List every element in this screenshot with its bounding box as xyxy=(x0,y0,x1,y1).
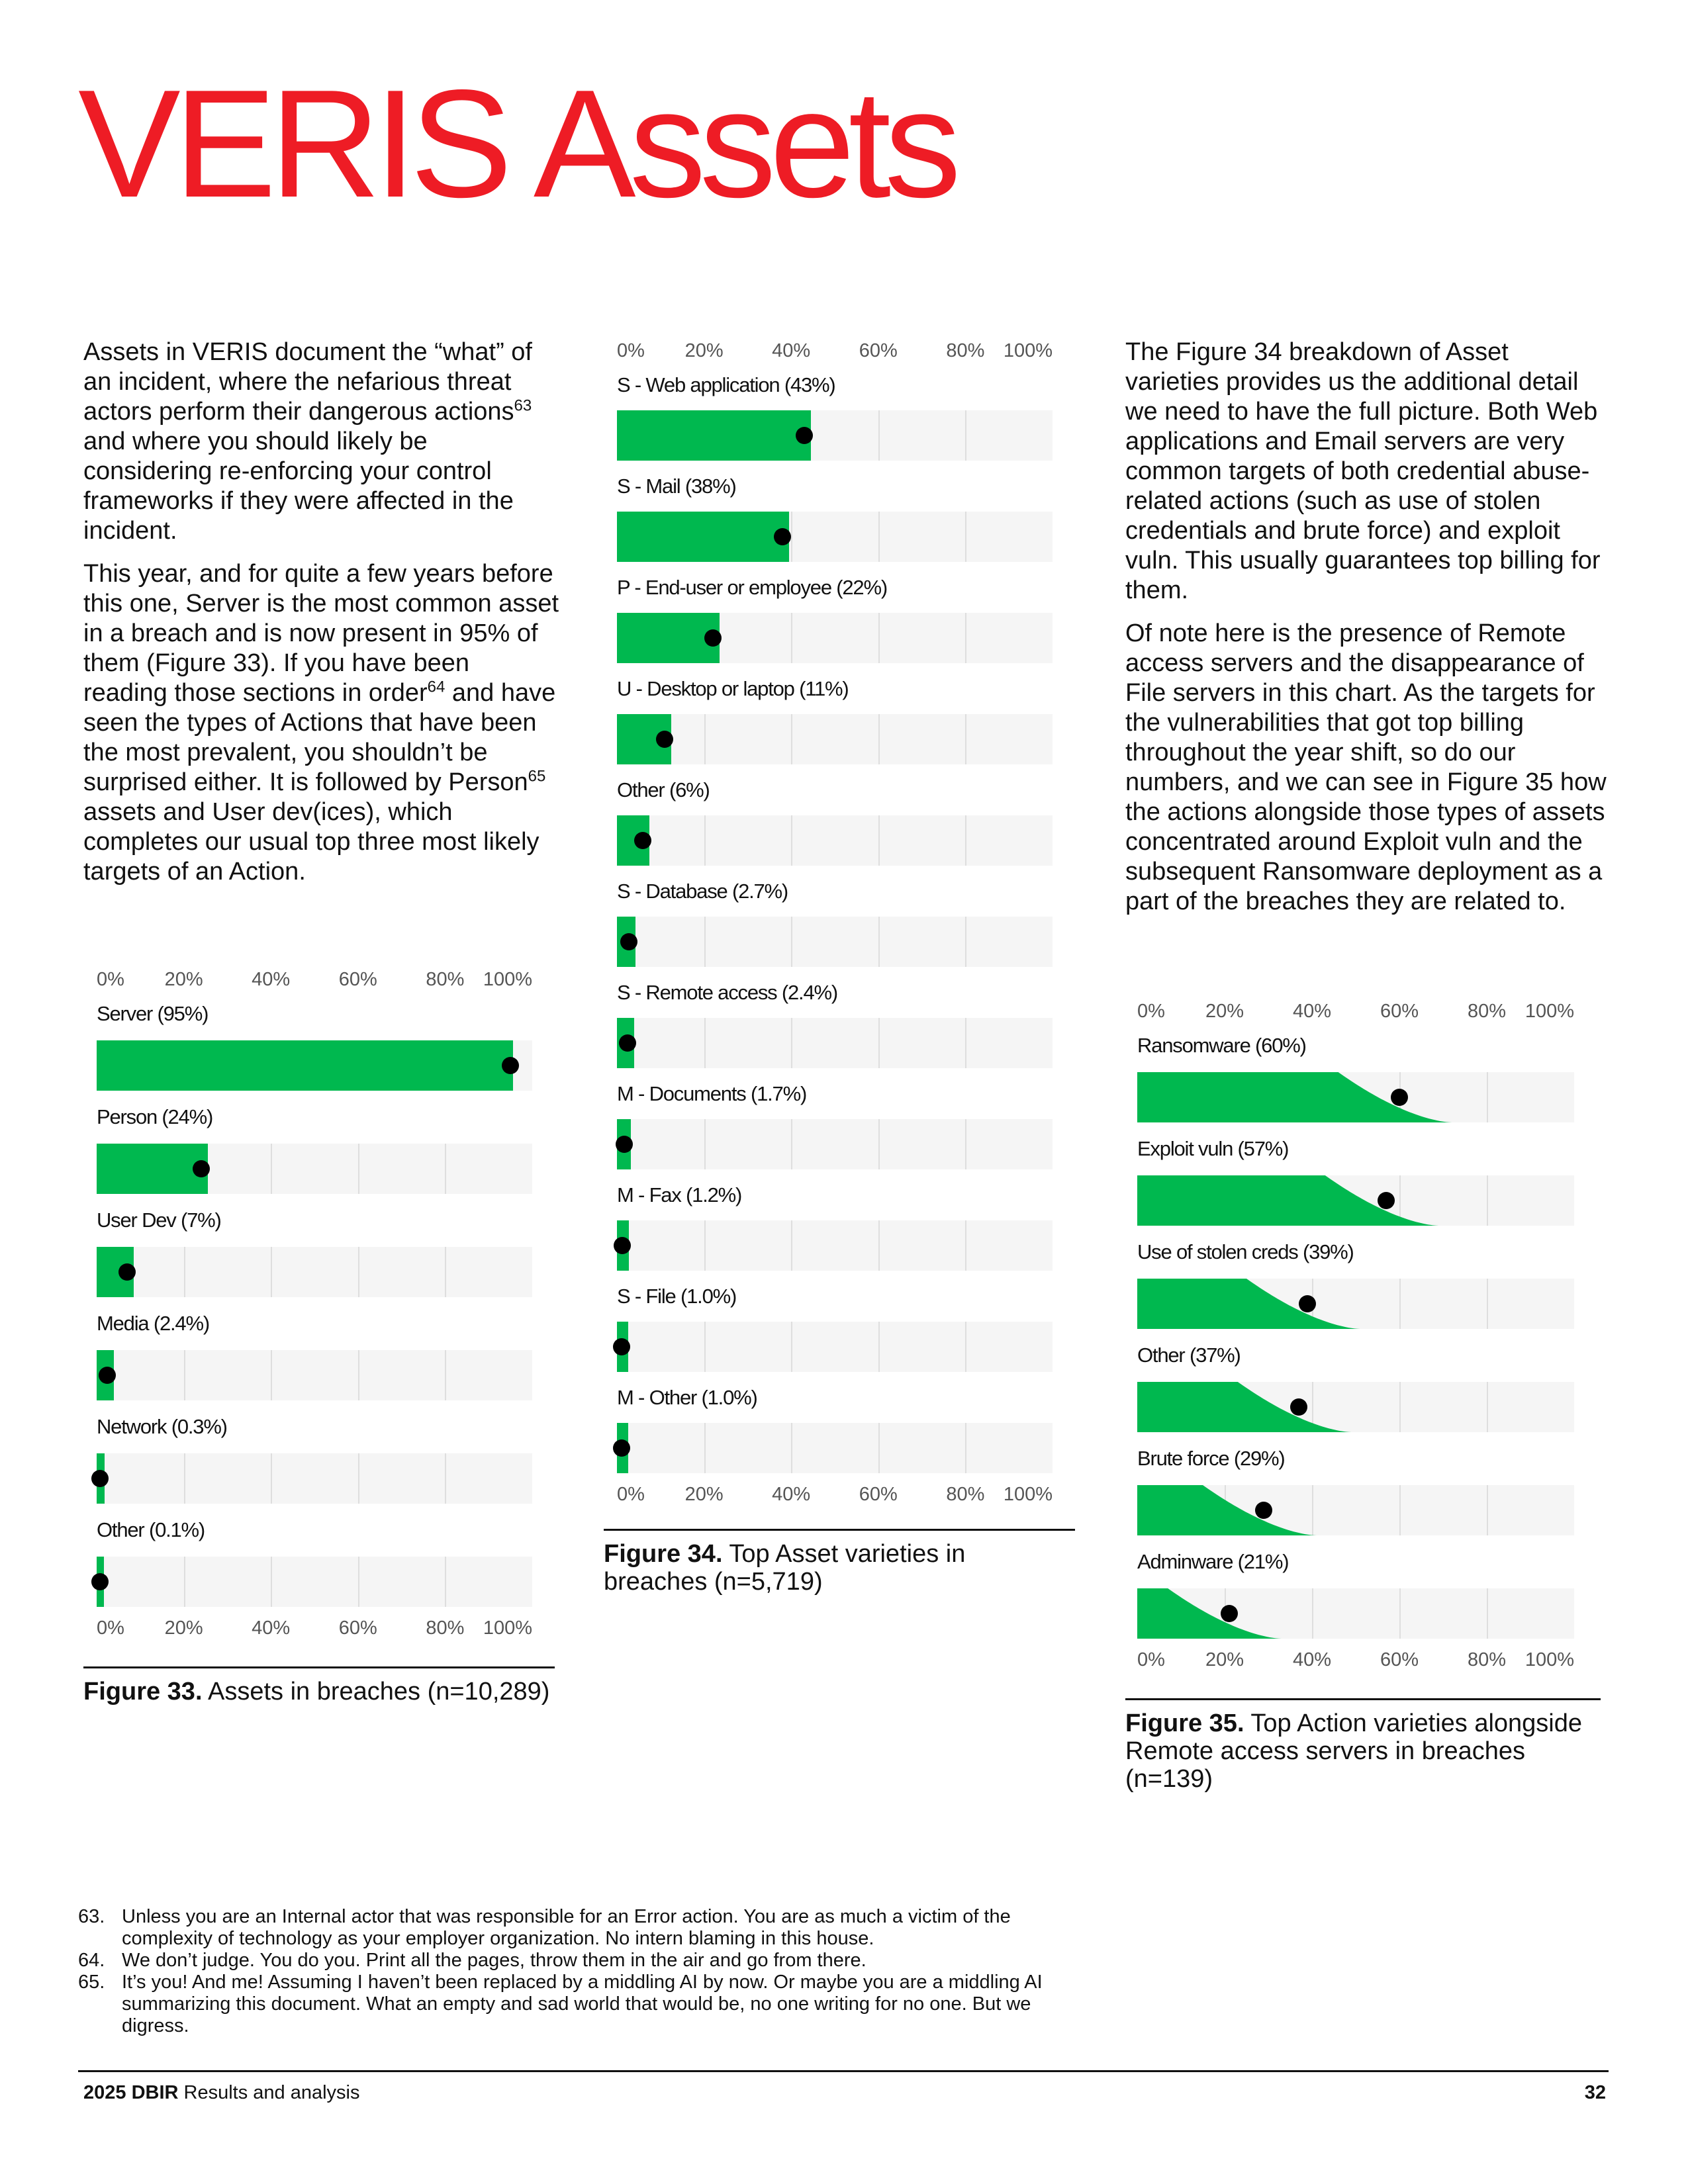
fig35-point-marker xyxy=(1378,1192,1395,1209)
fig34-gridline xyxy=(791,1018,792,1068)
fig33-tick-label: 0% xyxy=(97,969,124,990)
fig34-gridline xyxy=(878,917,880,967)
fig34-gridline xyxy=(704,917,706,967)
fig34-gridline xyxy=(704,815,706,866)
fig35-bar-label: Brute force (29%) xyxy=(1137,1447,1285,1470)
fig34-tick-label: 100% xyxy=(1003,340,1053,361)
fig35-bar-label: Exploit vuln (57%) xyxy=(1137,1137,1289,1160)
fig34-bar-fill xyxy=(617,512,789,562)
fig34-gridline xyxy=(704,1018,706,1068)
fig34-gridline xyxy=(704,714,706,764)
fig33-gridline xyxy=(358,1453,359,1504)
footer-divider xyxy=(78,2070,1609,2072)
fig34-tick-label: 40% xyxy=(772,1484,811,1505)
fig33-tick-label: 0% xyxy=(97,1617,124,1639)
fig35-bar-label: Ransomware (60%) xyxy=(1137,1034,1306,1057)
fig34-bar-label: S - Remote access (2.4%) xyxy=(617,981,837,1004)
fig33-tick-label: 60% xyxy=(338,1617,377,1639)
fig34-gridline xyxy=(965,410,966,461)
fig34-gridline xyxy=(965,917,966,967)
fig34-gridline xyxy=(965,815,966,866)
fig34-point-marker xyxy=(613,1338,630,1355)
fig34-bar-label: P - End-user or employee (22%) xyxy=(617,576,887,599)
fig35-tick-label: 80% xyxy=(1467,1001,1507,1022)
fig34-gridline xyxy=(878,1423,880,1473)
fig34-gridline xyxy=(878,512,880,562)
fig34-tick-label: 0% xyxy=(617,1484,645,1505)
fig33-bar-label: Network (0.3%) xyxy=(97,1415,227,1438)
fig33-gridline xyxy=(271,1247,272,1297)
fig33-bar-label: Person (24%) xyxy=(97,1105,213,1128)
fig35-bar-fill xyxy=(1137,1382,1574,1432)
fig33-gridline xyxy=(184,1247,185,1297)
footer-section: Results and analysis xyxy=(183,2082,360,2103)
footnote-ref-63[interactable]: 63 xyxy=(514,396,532,415)
fig34-bar-track xyxy=(617,512,1053,562)
footnote-ref-64[interactable]: 64 xyxy=(427,678,445,696)
fig35-tick-label: 60% xyxy=(1380,1649,1419,1670)
fig34-point-marker xyxy=(634,832,651,849)
fig34-gridline xyxy=(878,1119,880,1169)
fig33-bar-track xyxy=(97,1453,532,1504)
fig34-gridline xyxy=(878,410,880,461)
fig34-bar-fill xyxy=(617,410,811,461)
fig34-gridline xyxy=(965,1423,966,1473)
fig33-gridline xyxy=(445,1247,446,1297)
fig35-bar-fill xyxy=(1137,1485,1574,1535)
fig33-axis-bottom xyxy=(97,1617,534,1640)
fig34-point-marker xyxy=(774,528,791,545)
fig34-tick-label: 80% xyxy=(946,340,985,361)
fig33-point-marker xyxy=(91,1573,109,1590)
footnote-64: 64. We don’t judge. You do you. Print all the pages, throw them in the air and go from there. xyxy=(78,1950,867,1971)
fig34-bar-track xyxy=(617,714,1053,764)
fig35-axis-top xyxy=(1137,1001,1574,1023)
fig34-gridline xyxy=(704,1322,706,1372)
fig33-bar-track xyxy=(97,1040,532,1091)
figure-35-caption xyxy=(1125,1698,1601,1793)
fig34-gridline xyxy=(791,917,792,967)
fig34-gridline xyxy=(965,1322,966,1372)
fig34-point-marker xyxy=(704,629,722,647)
fig34-bar-label: Other (6%) xyxy=(617,778,710,801)
fig34-point-marker xyxy=(796,427,813,444)
figure-33-caption xyxy=(83,1666,555,1706)
fig34-gridline xyxy=(704,1423,706,1473)
fig35-point-marker xyxy=(1391,1089,1408,1106)
fig34-point-marker xyxy=(620,933,637,950)
fig35-bar-fill xyxy=(1137,1279,1574,1329)
figure-34-caption-text: Top Asset varieties in breaches (n=5,719) xyxy=(604,1540,966,1596)
fig35-tick-label: 100% xyxy=(1524,1649,1574,1670)
fig33-point-marker xyxy=(193,1160,210,1177)
footnote-ref-65[interactable]: 65 xyxy=(528,767,546,786)
fig34-point-marker xyxy=(614,1237,631,1254)
fig34-tick-label: 0% xyxy=(617,340,645,361)
fig34-bar-track xyxy=(617,917,1053,967)
fig34-bar-track xyxy=(617,410,1053,461)
fig33-axis-top xyxy=(97,969,534,991)
fig34-bar-label: S - Web application (43%) xyxy=(617,373,835,396)
fig34-bar-track xyxy=(617,1018,1053,1068)
footnote-63: 63. Unless you are an Internal actor that was responsible for an Error action. You are as much a victim of the complexity of technology as your employer organization. No intern blaming in this house. xyxy=(78,1906,1011,1949)
fig35-bar-label: Use of stolen creds (39%) xyxy=(1137,1240,1354,1263)
fig34-gridline xyxy=(965,613,966,663)
fig34-bar-track xyxy=(617,1423,1053,1473)
fig35-bar-fill xyxy=(1137,1072,1574,1122)
fig35-tick-label: 80% xyxy=(1467,1649,1507,1670)
figure-33-number: Figure 33. xyxy=(83,1678,203,1706)
fig35-bar-track xyxy=(1137,1382,1574,1432)
fig34-gridline xyxy=(878,1018,880,1068)
fig33-gridline xyxy=(271,1557,272,1607)
fig35-point-marker xyxy=(1221,1605,1238,1622)
fig33-bar-track xyxy=(97,1247,532,1297)
fig33-tick-label: 20% xyxy=(164,1617,203,1639)
fig34-gridline xyxy=(965,1220,966,1271)
page-number: 32 xyxy=(1584,2082,1606,2103)
fig34-gridline xyxy=(965,1119,966,1169)
figure-35-number: Figure 35. xyxy=(1125,1709,1244,1737)
fig33-bar-track xyxy=(97,1557,532,1607)
fig34-gridline xyxy=(878,1322,880,1372)
fig33-gridline xyxy=(445,1557,446,1607)
footer-left xyxy=(83,2082,360,2104)
fig33-bar-label: User Dev (7%) xyxy=(97,1208,221,1232)
fig35-tick-label: 60% xyxy=(1380,1001,1419,1022)
fig35-point-marker xyxy=(1290,1398,1307,1416)
right-paragraph-1: The Figure 34 breakdown of Asset varieties provides us the additional detail we need to have the full picture. Both Web applications and Email servers are very common targets of both credential abuse-related actions (such as use of stolen credentials and brute force) and exploit vuln. This usually guarantees top billing for them. xyxy=(1125,338,1601,604)
left-prose xyxy=(83,338,560,900)
fig34-tick-label: 20% xyxy=(684,1484,724,1505)
fig35-bar-fill xyxy=(1137,1175,1574,1226)
footnote-65: 65. It’s you! And me! Assuming I haven’t been replaced by a middling AI by now. Or maybe you are a middling AI summarizing this document. What an empty and sad world that would be, no one writing for no one. But we digress. xyxy=(78,1972,1043,2036)
fig34-bar-track xyxy=(617,1119,1053,1169)
fig34-gridline xyxy=(791,714,792,764)
fig35-tick-label: 100% xyxy=(1524,1001,1574,1022)
fig33-gridline xyxy=(358,1247,359,1297)
fig34-gridline xyxy=(878,815,880,866)
fig35-bar-shape xyxy=(1137,1382,1351,1432)
figure-33-caption-text: Assets in breaches (n=10,289) xyxy=(207,1678,550,1706)
fig34-tick-label: 60% xyxy=(859,1484,898,1505)
right-paragraph-2: Of note here is the presence of Remote access servers and the disappearance of File servers in this chart. As the targets for the vulnerabilities that got top billing throughout the year shift, so do our numbers, and we can see in Figure 35 how the actions alongside those types of assets concentrated around Exploit vuln and the subsequent Ransomware deployment as a part of the breaches they are related to. xyxy=(1125,619,1607,915)
fig35-tick-label: 20% xyxy=(1205,1649,1244,1670)
fig35-bar-shape xyxy=(1137,1279,1360,1329)
fig33-gridline xyxy=(271,1453,272,1504)
fig34-bar-track xyxy=(617,1220,1053,1271)
figure-35-chart xyxy=(1137,1001,1574,1670)
fig34-gridline xyxy=(704,1119,706,1169)
fig34-bar-label: S - Mail (38%) xyxy=(617,475,736,498)
fig35-bar-shape xyxy=(1137,1485,1317,1535)
fig35-tick-label: 0% xyxy=(1137,1649,1165,1670)
fig33-bar-label: Server (95%) xyxy=(97,1002,209,1025)
fig34-bar-label: S - Database (2.7%) xyxy=(617,880,788,903)
fig35-point-marker xyxy=(1299,1295,1316,1312)
fig33-bar-fill xyxy=(97,1144,208,1194)
fig34-point-marker xyxy=(619,1034,636,1052)
fig35-bar-fill xyxy=(1137,1588,1574,1639)
fig33-point-marker xyxy=(118,1263,136,1281)
fig34-gridline xyxy=(878,613,880,663)
fig35-bar-track xyxy=(1137,1175,1574,1226)
fig33-point-marker xyxy=(91,1470,109,1487)
fig33-gridline xyxy=(184,1557,185,1607)
fig33-gridline xyxy=(271,1144,272,1194)
fig34-point-marker xyxy=(613,1439,630,1457)
fig34-tick-label: 100% xyxy=(1003,1484,1053,1505)
fig34-tick-label: 20% xyxy=(684,340,724,361)
fig34-gridline xyxy=(965,714,966,764)
fig34-gridline xyxy=(965,1018,966,1068)
fig33-bar-fill xyxy=(97,1040,513,1091)
fig33-point-marker xyxy=(99,1367,116,1384)
fig34-bar-label: U - Desktop or laptop (11%) xyxy=(617,677,849,700)
fig34-gridline xyxy=(791,1220,792,1271)
fig35-bar-label: Adminware (21%) xyxy=(1137,1550,1289,1573)
fig33-tick-label: 100% xyxy=(483,969,532,990)
fig33-gridline xyxy=(358,1557,359,1607)
fig35-bar-track xyxy=(1137,1279,1574,1329)
fig34-bar-track xyxy=(617,815,1053,866)
fig34-bar-label: M - Documents (1.7%) xyxy=(617,1082,807,1105)
fig33-point-marker xyxy=(502,1057,519,1074)
fig33-gridline xyxy=(184,1350,185,1400)
fig33-gridline xyxy=(184,1453,185,1504)
fig34-bar-track xyxy=(617,613,1053,663)
fig34-gridline xyxy=(791,1322,792,1372)
fig34-gridline xyxy=(791,1423,792,1473)
fig34-axis-bottom xyxy=(617,1484,1054,1506)
page-title: VERIS Assets xyxy=(78,58,955,230)
fig34-tick-label: 40% xyxy=(772,340,811,361)
fig34-bar-label: M - Fax (1.2%) xyxy=(617,1183,742,1206)
figure-34-chart xyxy=(617,340,1054,1531)
fig35-bar-shape xyxy=(1137,1588,1282,1639)
fig33-bar-label: Other (0.1%) xyxy=(97,1518,205,1541)
fig33-tick-label: 60% xyxy=(338,969,377,990)
figure-33-chart xyxy=(97,969,534,1639)
fig33-tick-label: 80% xyxy=(426,1617,465,1639)
fig34-tick-label: 60% xyxy=(859,340,898,361)
fig34-gridline xyxy=(878,714,880,764)
fig33-bar-track xyxy=(97,1144,532,1194)
fig33-tick-label: 20% xyxy=(164,969,203,990)
fig34-point-marker xyxy=(616,1136,633,1153)
fig34-gridline xyxy=(878,1220,880,1271)
fig33-tick-label: 40% xyxy=(252,969,291,990)
left-paragraph-2: This year, and for quite a few years before this one, Server is the most common asset in a breach and is now present in 95% of them (Figure 33). If you have been reading those sections in order$^{64}$ and have seen the types of Actions that have been the most prevalent, you shouldn’t be surprised either. It is followed by Person$^{65}$ assets and User dev(ices), which completes our usual top three most likely targets of an Action. xyxy=(83,560,559,886)
fig33-gridline xyxy=(358,1350,359,1400)
fig33-tick-label: 100% xyxy=(483,1617,532,1639)
fig33-gridline xyxy=(271,1350,272,1400)
fig34-point-marker xyxy=(656,731,673,748)
fig34-bar-label: M - Other (1.0%) xyxy=(617,1386,757,1409)
right-prose xyxy=(1125,338,1609,930)
fig34-bar-track xyxy=(617,1322,1053,1372)
left-paragraph-1: Assets in VERIS document the “what” of an incident, where the nefarious threat actors perform their dangerous actions$^{63}$ and where you should likely be considering re-enforcing your control frameworks if they were affected in the incident. xyxy=(83,338,532,545)
fig34-gridline xyxy=(791,815,792,866)
fig34-bar-label: S - File (1.0%) xyxy=(617,1285,737,1308)
fig33-bar-label: Media (2.4%) xyxy=(97,1312,209,1335)
fig34-gridline xyxy=(965,512,966,562)
fig34-gridline xyxy=(791,613,792,663)
fig35-tick-label: 20% xyxy=(1205,1001,1244,1022)
footnotes xyxy=(78,1906,1084,2037)
fig35-tick-label: 0% xyxy=(1137,1001,1165,1022)
fig34-tick-label: 80% xyxy=(946,1484,985,1505)
fig35-bar-track xyxy=(1137,1072,1574,1122)
fig33-gridline xyxy=(445,1453,446,1504)
fig33-gridline xyxy=(445,1350,446,1400)
fig35-bar-track xyxy=(1137,1485,1574,1535)
fig35-tick-label: 40% xyxy=(1292,1649,1332,1670)
fig35-bar-track xyxy=(1137,1588,1574,1639)
figure-34-caption xyxy=(604,1529,1075,1596)
fig34-gridline xyxy=(704,1220,706,1271)
fig33-bar-track xyxy=(97,1350,532,1400)
fig34-gridline xyxy=(791,512,792,562)
figure-34-number: Figure 34. xyxy=(604,1540,723,1568)
fig35-axis-bottom xyxy=(1137,1649,1574,1672)
fig33-gridline xyxy=(445,1144,446,1194)
footer-report-name: 2025 DBIR xyxy=(83,2082,179,2103)
fig35-point-marker xyxy=(1255,1502,1272,1519)
fig35-bar-label: Other (37%) xyxy=(1137,1343,1241,1367)
fig35-tick-label: 40% xyxy=(1292,1001,1332,1022)
fig33-tick-label: 80% xyxy=(426,969,465,990)
fig33-tick-label: 40% xyxy=(252,1617,291,1639)
fig33-gridline xyxy=(358,1144,359,1194)
fig34-axis-top xyxy=(617,340,1054,363)
figure-35-caption-text: Top Action varieties alongside Remote access servers in breaches (n=139) xyxy=(1125,1709,1583,1793)
fig34-gridline xyxy=(791,1119,792,1169)
